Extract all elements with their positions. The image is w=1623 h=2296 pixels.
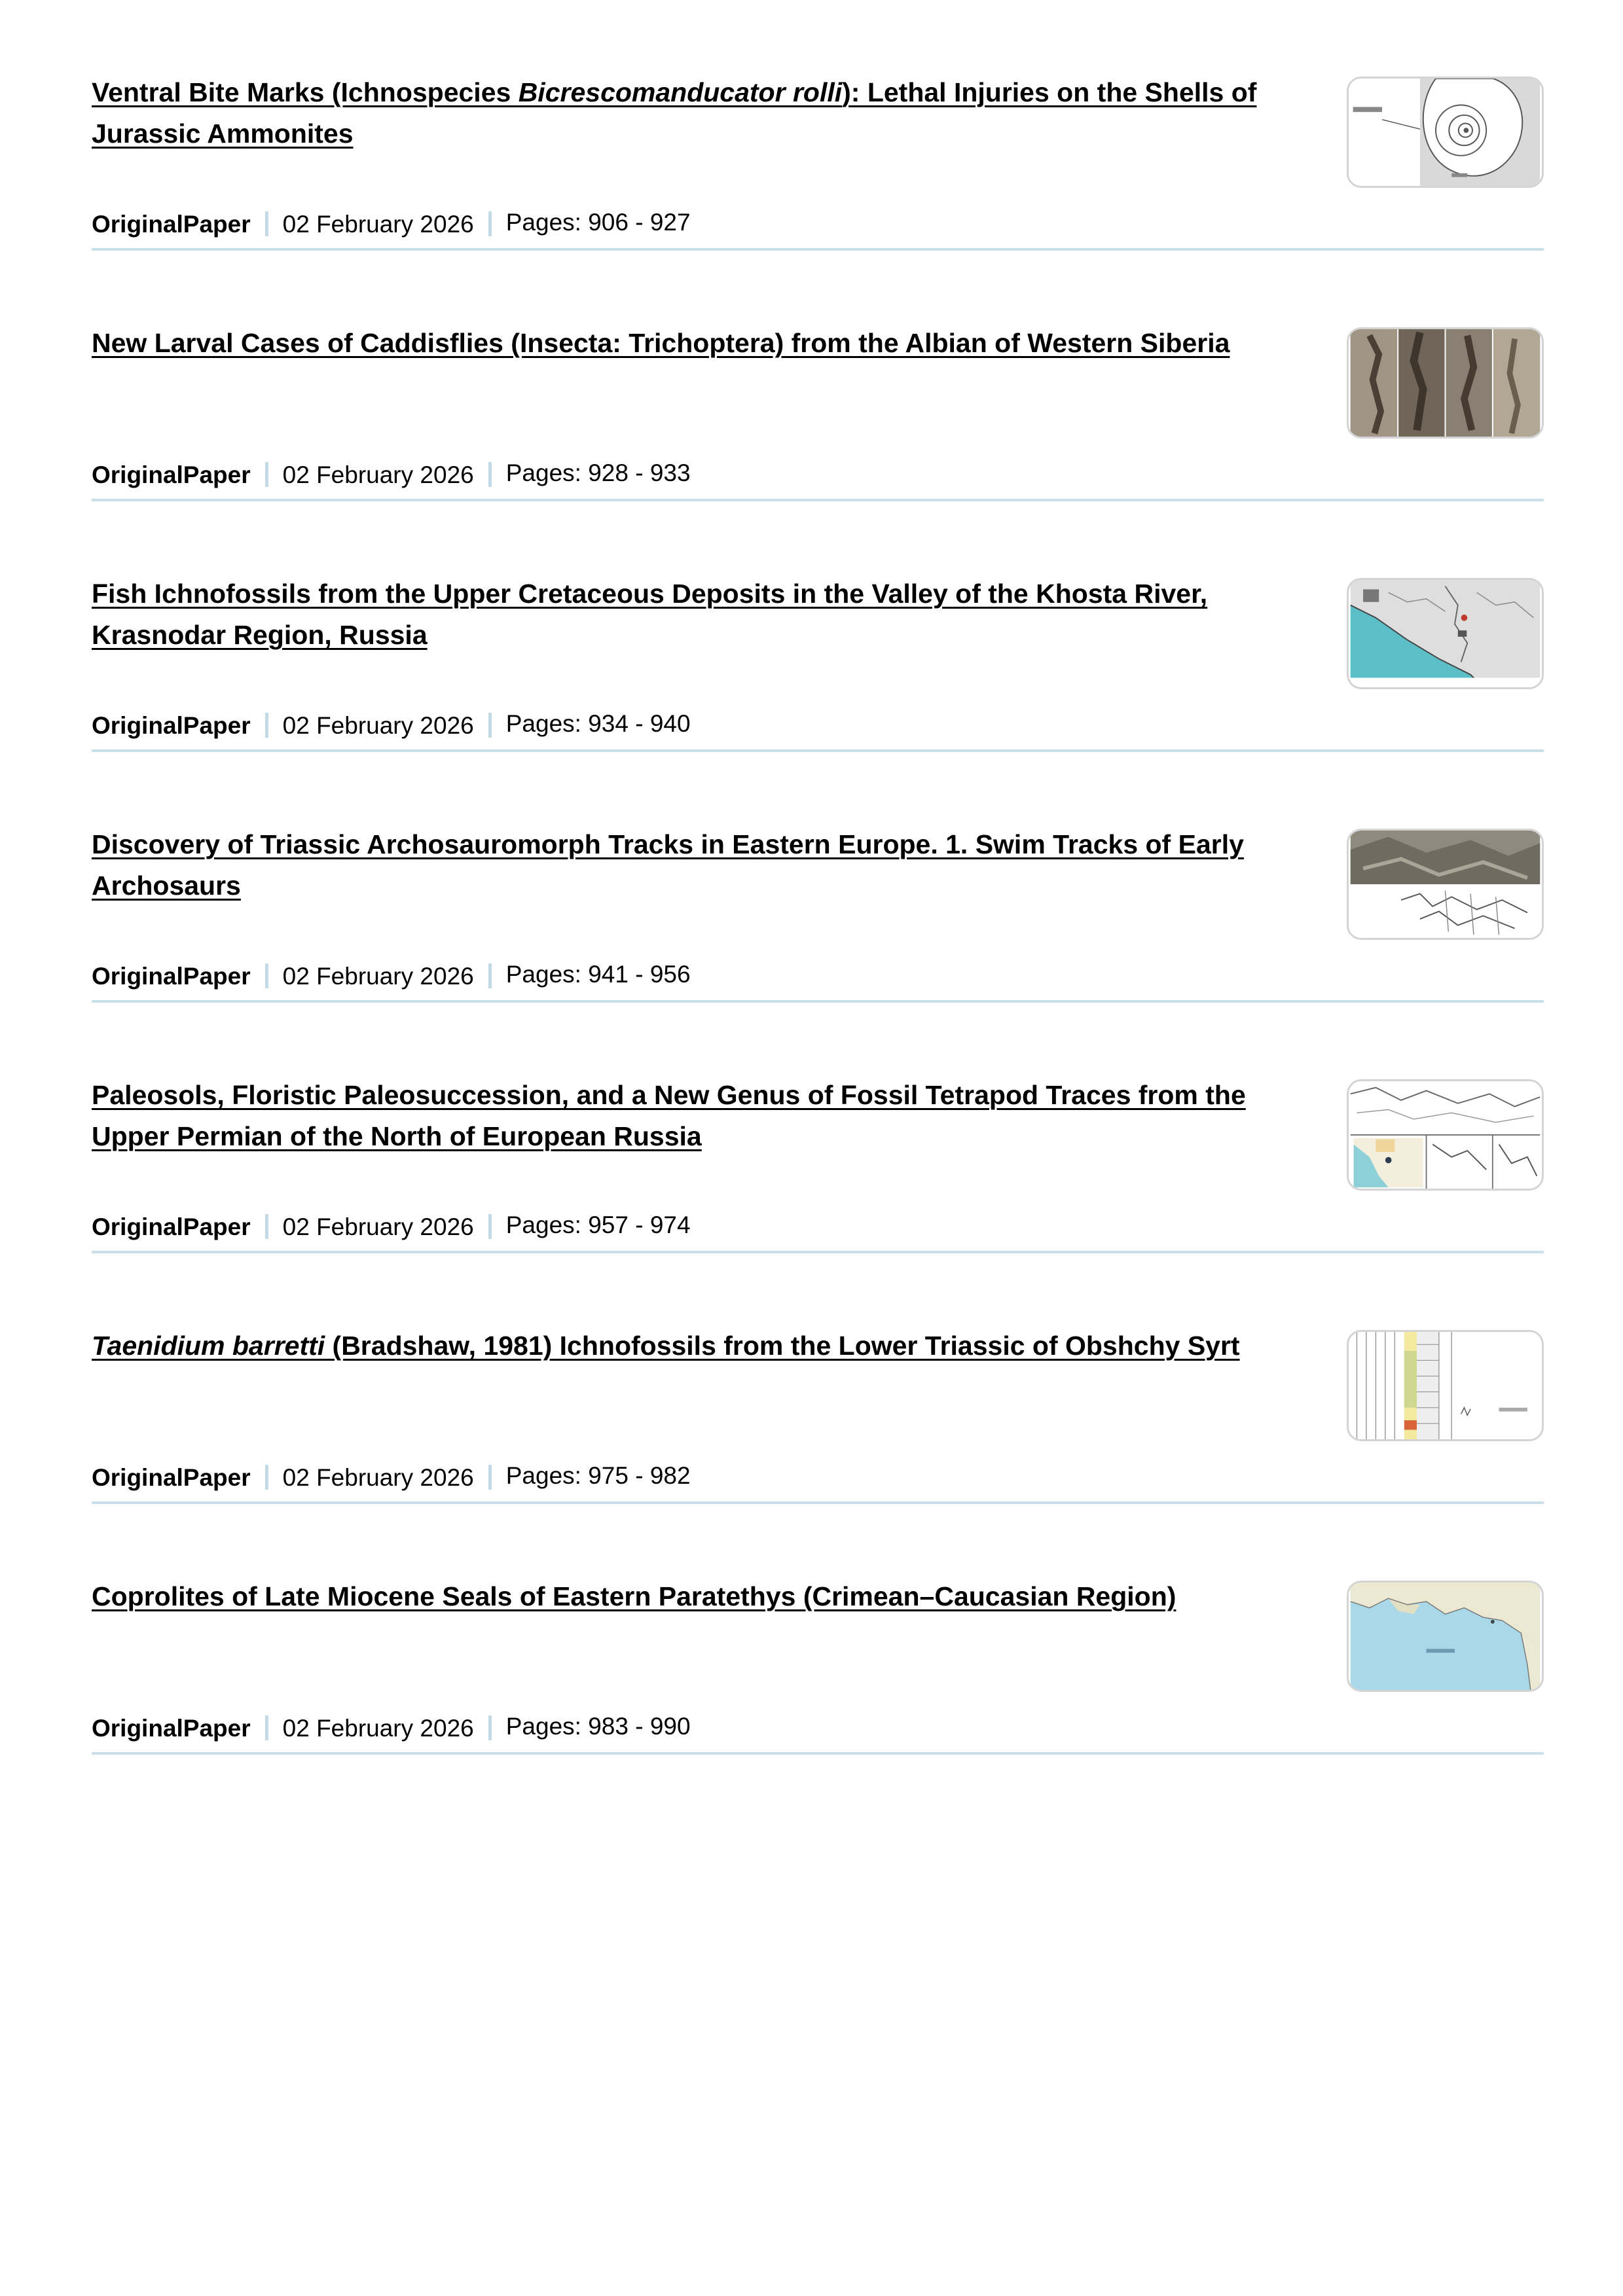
- content-type: OriginalPaper: [92, 1715, 251, 1742]
- article-title: [92, 824, 1309, 906]
- meta-separator: [488, 1715, 492, 1740]
- meta-separator: [265, 1715, 268, 1740]
- page-range: Pages: 906 - 927: [505, 209, 691, 236]
- article-meta: [92, 1211, 691, 1244]
- fossil-photo-thumbnail[interactable]: [1347, 327, 1544, 439]
- article-item: [92, 1003, 1544, 1253]
- page-range: Pages: 957 - 974: [505, 1211, 691, 1238]
- ammonite-figure-thumbnail[interactable]: [1347, 77, 1544, 188]
- article-item: [92, 501, 1544, 752]
- publication-date: 02 February 2026: [282, 1464, 474, 1491]
- page-range: Pages: 983 - 990: [505, 1713, 691, 1740]
- meta-separator: [488, 462, 492, 487]
- publication-date: 02 February 2026: [282, 211, 474, 238]
- meta-separator: [265, 963, 268, 988]
- article-title-link[interactable]: Ventral Bite Marks (Ichnospecies Bicrescomanducator rolli): Lethal Injuries on the Shells of Jurassic Ammonites: [92, 77, 1257, 149]
- meta-separator: [488, 211, 492, 236]
- publication-date: 02 February 2026: [282, 1715, 474, 1742]
- stratigraphic-column-thumbnail[interactable]: [1347, 1330, 1544, 1441]
- article-item: [92, 1504, 1544, 1755]
- meta-separator: [488, 963, 492, 988]
- article-meta: [92, 208, 691, 241]
- article-title-link[interactable]: Taenidium barretti (Bradshaw, 1981) Ichnofossils from the Lower Triassic of Obshchy Syrt: [92, 1331, 1240, 1361]
- article-item: [92, 752, 1544, 1003]
- meta-separator: [265, 462, 268, 487]
- content-type: OriginalPaper: [92, 1464, 251, 1491]
- article-title-link[interactable]: Fish Ichnofossils from the Upper Cretaceous Deposits in the Valley of the Khosta River, Krasnodar Region, Russia: [92, 579, 1208, 650]
- publication-date: 02 February 2026: [282, 1213, 474, 1240]
- article-title: [92, 1325, 1309, 1367]
- meta-separator: [265, 1465, 268, 1490]
- multi-map-thumbnail[interactable]: [1347, 1079, 1544, 1191]
- article-title: [92, 1075, 1309, 1157]
- article-title: [92, 323, 1309, 364]
- article-title-link[interactable]: Discovery of Triassic Archosauromorph Tracks in Eastern Europe. 1. Swim Tracks of Early Archosaurs: [92, 829, 1244, 901]
- article-title-link[interactable]: New Larval Cases of Caddisflies (Insecta: Trichoptera) from the Albian of Western Siberia: [92, 328, 1230, 358]
- article-meta: [92, 960, 691, 993]
- content-type: OriginalPaper: [92, 963, 251, 990]
- content-type: OriginalPaper: [92, 712, 251, 739]
- track-photo-thumbnail[interactable]: [1347, 829, 1544, 940]
- article-item: [92, 251, 1544, 501]
- meta-separator: [265, 713, 268, 738]
- article-meta: [92, 459, 691, 492]
- article-title: [92, 573, 1309, 656]
- page-range: Pages: 928 - 933: [505, 459, 691, 486]
- meta-separator: [488, 1214, 492, 1239]
- publication-date: 02 February 2026: [282, 461, 474, 488]
- content-type: OriginalPaper: [92, 1213, 251, 1240]
- sea-map-thumbnail[interactable]: [1347, 1581, 1544, 1692]
- meta-separator: [488, 1465, 492, 1490]
- meta-separator: [265, 1214, 268, 1239]
- article-title: [92, 1576, 1309, 1617]
- publication-date: 02 February 2026: [282, 712, 474, 739]
- page-range: Pages: 934 - 940: [505, 710, 691, 737]
- article-meta: [92, 709, 691, 742]
- page-range: Pages: 941 - 956: [505, 961, 691, 988]
- page-range: Pages: 975 - 982: [505, 1462, 691, 1489]
- meta-separator: [488, 713, 492, 738]
- article-item: [92, 0, 1544, 251]
- article-meta: [92, 1462, 691, 1494]
- article-item: [92, 1253, 1544, 1504]
- content-type: OriginalPaper: [92, 461, 251, 488]
- article-title-link[interactable]: Coprolites of Late Miocene Seals of Eastern Paratethys (Crimean–Caucasian Region): [92, 1581, 1176, 1611]
- content-type: OriginalPaper: [92, 211, 251, 238]
- meta-separator: [265, 211, 268, 236]
- article-title: [92, 72, 1309, 154]
- map-thumbnail[interactable]: [1347, 578, 1544, 689]
- publication-date: 02 February 2026: [282, 963, 474, 990]
- article-meta: [92, 1712, 691, 1745]
- article-title-link[interactable]: Paleosols, Floristic Paleosuccession, and a New Genus of Fossil Tetrapod Traces from the Upper Permian of the North of European Russia: [92, 1080, 1246, 1151]
